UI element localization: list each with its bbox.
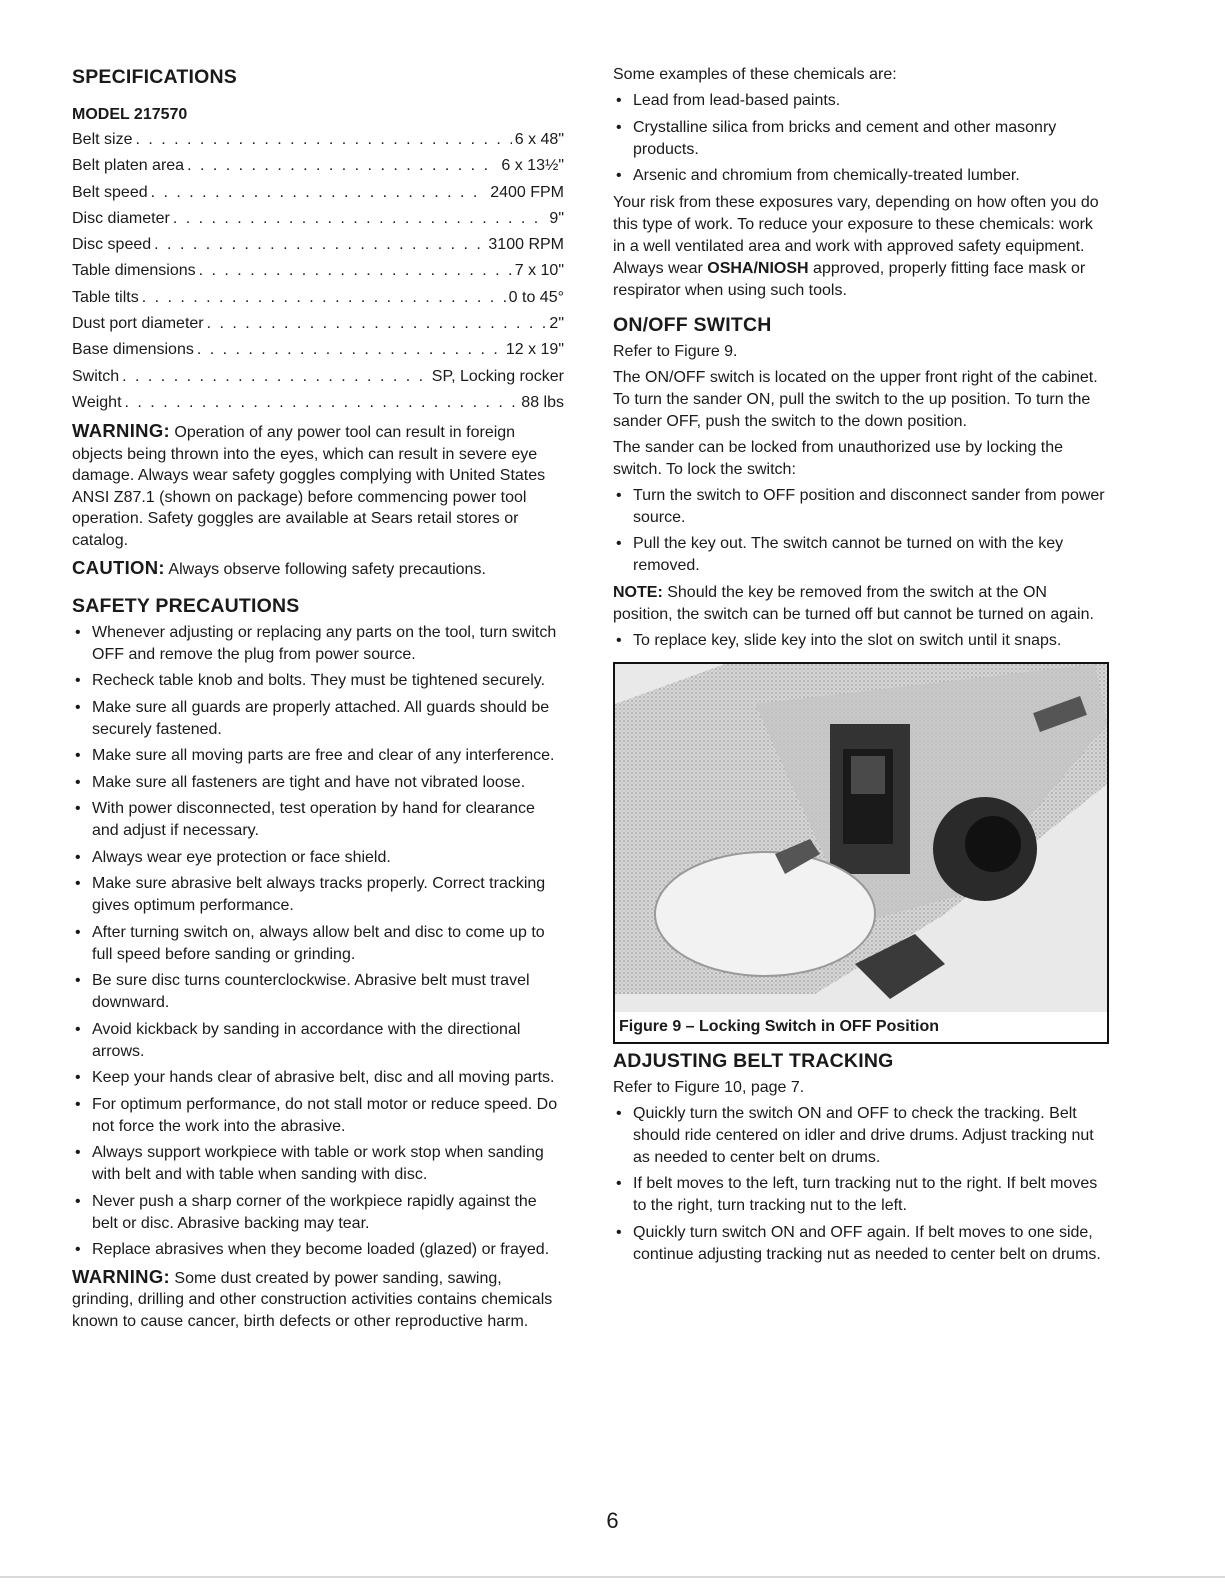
spec-row — [72, 364, 564, 390]
bullet-icon: • — [75, 923, 81, 941]
bullet-icon: • — [616, 631, 622, 649]
bullet-icon: • — [616, 1175, 622, 1192]
model-number: MODEL 217570 — [72, 106, 188, 123]
osha-niosh-label: OSHA/NIOSH — [707, 259, 809, 277]
list-item: • Make sure all guards are properly attached. All guards should be securely fastened. — [75, 698, 550, 738]
warning-dust-hazard — [72, 1266, 564, 1333]
spec-name: Disc speed — [72, 236, 152, 254]
list-item: • Lead from lead-based paints. — [613, 90, 1109, 112]
spec-name: Belt platen area — [72, 157, 185, 175]
hand-holding-key — [655, 852, 875, 976]
dot-leader — [142, 285, 506, 311]
warning-label: WARNING: — [72, 1265, 170, 1287]
bullet-icon: • — [616, 92, 622, 109]
spec-name: Table dimensions — [72, 262, 196, 280]
spec-value: 88 lbs — [521, 393, 564, 411]
note-label: NOTE: — [613, 583, 663, 601]
spec-row — [72, 153, 564, 179]
tracking-steps-list — [613, 1103, 1109, 1266]
bullet-icon: • — [75, 747, 81, 765]
list-item: • Be sure disc turns counterclockwise. Abrasive belt must travel downward. — [75, 972, 530, 1012]
left-column — [72, 62, 564, 1332]
spec-value: 2" — [549, 315, 564, 333]
dot-leader — [122, 364, 429, 390]
dot-leader — [173, 206, 547, 232]
note-paragraph: NOTE: Should the key be removed from the switch at the ON position, the switch can be turned off but cannot be turned on again. — [613, 583, 1094, 623]
bullet-icon: • — [75, 1020, 81, 1038]
figure-caption: Figure 9 – Locking Switch in OFF Position — [615, 1012, 1107, 1042]
dot-leader — [151, 180, 488, 206]
exposure-paragraph: Your risk from these exposures vary, depending on how often you do this type of work. To reduce your exposure to these chemicals: work in a well ventilated area and work with approved safety equipment. Always wear OSHA/NIOSH approved, properly fitting face mask or respirator when using such tools. — [613, 193, 1099, 299]
spec-name: Weight — [72, 393, 122, 411]
bullet-icon: • — [75, 1241, 81, 1259]
list-item: • Whenever adjusting or replacing any parts on the tool, turn switch OFF and remove the plug from power source. — [75, 623, 557, 663]
spec-row — [72, 285, 564, 311]
onoff-switch-heading: ON/OFF SWITCH — [613, 313, 772, 336]
switch-lock-paragraph: The sander can be locked from unauthorized use by locking the switch. To lock the switch: — [613, 438, 1064, 478]
bullet-icon: • — [616, 118, 622, 136]
spec-value: SP, Locking rocker — [431, 367, 564, 385]
belt-tracking-heading: ADJUSTING BELT TRACKING — [613, 1049, 894, 1072]
list-item: • With power disconnected, test operation by hand for clearance and adjust if necessary. — [75, 800, 535, 840]
list-item: • To replace key, slide key into the slot on switch until it snaps. — [613, 630, 1109, 652]
list-item: • For optimum performance, do not stall motor or reduce speed. Do not force the work into the abrasive. — [75, 1095, 558, 1135]
spec-row — [72, 258, 564, 284]
list-item: • Replace abrasives when they become loaded (glazed) or frayed. — [72, 1239, 564, 1261]
chemicals-list — [613, 90, 1109, 187]
spec-value: 12 x 19" — [505, 341, 564, 359]
list-item: • If belt moves to the left, turn tracking nut to the right. If belt moves to the right, turn tracking nut to the left. — [616, 1175, 1098, 1214]
dot-leader — [207, 311, 547, 337]
figure-9-photo — [613, 662, 1109, 1044]
list-item: • Make sure all fasteners are tight and have not vibrated loose. — [72, 772, 564, 794]
dot-leader — [197, 337, 503, 363]
spec-value: 0 to 45° — [508, 288, 564, 306]
spec-name: Table tilts — [72, 288, 139, 306]
safety-list — [72, 622, 564, 1262]
list-item: • Never push a sharp corner of the workpiece rapidly against the belt or disc. Abrasive backing may tear. — [75, 1192, 537, 1232]
figure-reference: Refer to Figure 9. — [613, 342, 738, 360]
bullet-icon: • — [616, 1223, 622, 1241]
bullet-icon: • — [75, 773, 81, 791]
spec-name: Belt size — [72, 131, 133, 148]
spec-value: 2400 FPM — [490, 183, 564, 201]
list-item: • Keep your hands clear of abrasive belt, disc and all moving parts. — [72, 1067, 564, 1089]
bullet-icon: • — [75, 698, 81, 716]
list-item: • Make sure all moving parts are free and clear of any interference. — [72, 745, 564, 767]
bullet-icon: • — [75, 848, 81, 866]
lock-steps-list — [613, 485, 1109, 578]
replace-key-list — [613, 630, 1109, 652]
bullet-icon: • — [616, 486, 622, 504]
figure-reference: Refer to Figure 10, page 7. — [613, 1078, 805, 1096]
spec-row — [72, 311, 564, 337]
specifications-heading: SPECIFICATIONS — [72, 66, 237, 88]
bullet-icon: • — [75, 623, 81, 641]
dot-leader — [187, 153, 498, 179]
spec-value: 9" — [549, 209, 564, 227]
list-item: • Always support workpiece with table or work stop when sanding with belt and with table when sanding with disc. — [75, 1144, 544, 1184]
spec-row — [72, 337, 564, 363]
list-item: • Quickly turn switch ON and OFF again. If belt moves to one side, continue adjusting tracking nut as needed to center belt on drums. — [616, 1223, 1101, 1263]
dot-leader — [199, 258, 512, 284]
spec-name: Belt speed — [72, 183, 148, 201]
page-number: 6 — [606, 1508, 619, 1533]
bullet-icon: • — [75, 1144, 81, 1162]
spec-value: 6 x 13½" — [501, 157, 564, 175]
spec-row — [72, 206, 564, 232]
spec-value: 6 x 48" — [514, 131, 564, 148]
list-item: • Quickly turn the switch ON and OFF to check the tracking. Belt should ride centered on idler and drive drums. Adjust tracking nut as needed to center belt on drums. — [616, 1104, 1094, 1166]
spec-name: Disc diameter — [72, 209, 170, 227]
locking-switch-illustration — [615, 664, 1107, 1042]
safety-precautions-heading: SAFETY PRECAUTIONS — [72, 594, 300, 617]
warning-eye-protection — [72, 420, 564, 551]
bullet-icon: • — [616, 167, 622, 184]
list-item: • Make sure abrasive belt always tracks properly. Correct tracking gives optimum performance. — [75, 875, 546, 915]
caution-label: CAUTION: — [72, 557, 165, 579]
bullet-icon: • — [616, 1104, 622, 1122]
dot-leader — [125, 390, 519, 416]
bullet-icon: • — [75, 1095, 81, 1113]
list-item: • Arsenic and chromium from chemically-treated lumber. — [613, 165, 1109, 187]
warning-text: Operation of any power tool can result in foreign objects being thrown into the eyes, which can result in severe eye damage. Always wear safety goggles complying with United States ANSI Z87.1 (shown on package) before commencing power tool operation. Safety goggles are available at Sears retail stores or catalog. — [72, 424, 546, 549]
spec-value: 7 x 10" — [514, 262, 564, 280]
bullet-icon: • — [75, 875, 81, 893]
bullet-icon: • — [75, 672, 81, 690]
dot-leader — [154, 232, 485, 258]
spec-name: Base dimensions — [72, 341, 194, 359]
spec-name: Switch — [72, 367, 120, 385]
list-item: • Always wear eye protection or face shield. — [72, 847, 564, 869]
list-item: • Recheck table knob and bolts. They must be tightened securely. — [72, 670, 564, 692]
list-item: • Pull the key out. The switch cannot be turned on with the key removed. — [616, 535, 1064, 574]
caution-text: Always observe following safety precautions. — [164, 561, 486, 579]
dot-leader — [135, 127, 511, 153]
chemicals-intro: Some examples of these chemicals are: — [613, 66, 897, 83]
right-column — [613, 64, 1109, 1270]
spec-table — [72, 127, 564, 416]
spec-row — [72, 127, 564, 153]
bullet-icon: • — [616, 535, 622, 552]
bullet-icon: • — [75, 800, 81, 818]
list-item: • After turning switch on, always allow belt and disc to come up to full speed before sanding or grinding. — [75, 923, 545, 963]
list-item: • Avoid kickback by sanding in accordance with the directional arrows. — [75, 1020, 521, 1060]
bullet-icon: • — [75, 1069, 81, 1087]
bullet-icon: • — [75, 972, 81, 990]
warning-text: Some dust created by power sanding, sawing, grinding, drilling and other construction activities contains chemicals known to cause cancer, birth defects or other reproductive harm. — [72, 1269, 553, 1330]
spec-value: 3100 RPM — [488, 236, 564, 254]
bullet-icon: • — [75, 1192, 81, 1210]
spec-name: Dust port diameter — [72, 315, 204, 333]
spec-row — [72, 180, 564, 206]
caution-note — [72, 557, 564, 581]
warning-label: WARNING: — [72, 420, 170, 442]
switch-location-paragraph: The ON/OFF switch is located on the upper front right of the cabinet. To turn the sander ON, pull the switch to the up position. To turn the sander OFF, push the switch to the down position. — [613, 368, 1098, 430]
list-item: • Turn the switch to OFF position and disconnect sander from power source. — [616, 486, 1105, 526]
page-edge-divider — [0, 1576, 1225, 1578]
spec-row — [72, 232, 564, 258]
list-item: • Crystalline silica from bricks and cement and other masonry products. — [616, 118, 1057, 158]
spec-row — [72, 390, 564, 416]
